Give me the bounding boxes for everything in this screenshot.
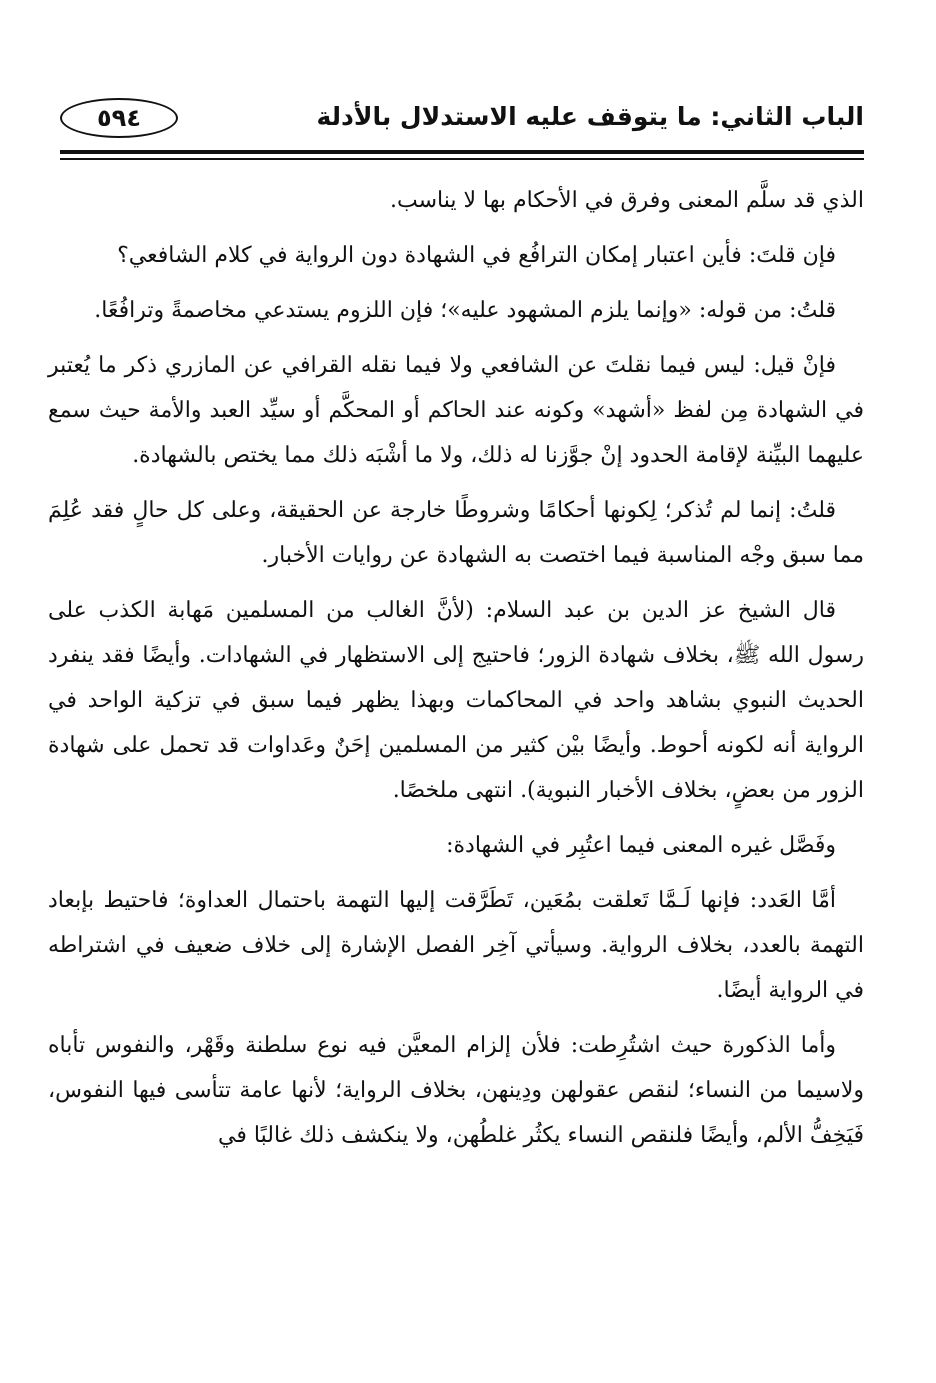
header-rule-thick — [60, 150, 864, 154]
page-number-badge — [60, 98, 178, 138]
chapter-title: الباب الثاني: ما يتوقف عليه الاستدلال بالأدلة — [316, 102, 864, 131]
running-header — [60, 98, 864, 150]
body-text — [48, 178, 864, 1168]
paragraph-8: أمَّا العَدد: فإنها لَـمَّا تَعلقت بمُعَين، تَطَرَّقت إليها التهمة باحتمال العداوة؛ فاحتيط بإبعاد التهمة بالعدد، بخلاف الرواية. وسيأتي آخِر الفصل الإشارة إلى خلاف ضعيف في اشتراطه في الرواية أيضًا. — [48, 888, 864, 1003]
paragraph-3: قلتُ: من قوله: «وإنما يلزم المشهود عليه»؛ فإن اللزوم يستدعي مخاصمةً وترافُعًا. — [94, 298, 836, 323]
paragraph-6: قال الشيخ عز الدين بن عبد السلام: (لأنَّ الغالب من المسلمين مَهابة الكذب على رسول الله ﷺ، بخلاف شهادة الزور؛ فاحتيج إلى الاستظهار في الشهادات. وأيضًا فقد ينفرد الحديث النبوي بشاهد واحد في المحاكمات وبهذا يظهر فيما سبق في تزكية الواحد في الرواية أنه لكونه أحوط. وأيضًا بيْن كثير من المسلمين إحَنٌ وعَداوات قد تحمل على شهادة الزور من بعضٍ، بخلاف الأخبار النبوية). انتهى ملخصًا. — [48, 598, 864, 803]
paragraph-9: وأما الذكورة حيث اشتُرِطت: فلأن إلزام المعيَّن فيه نوع سلطنة وقَهْر، والنفوس تأباه ولاسيما من النساء؛ لنقص عقولهن ودِينهن، بخلاف الرواية؛ لأنها عامة تتأسى فيها النفوس، فَيَخِفُّ الألم، وأيضًا فلنقص النساء يكثُر غلطُهن، ولا ينكشف ذلك غالبًا في — [48, 1033, 864, 1148]
paragraph-1: الذي قد سلَّم المعنى وفرق في الأحكام بها لا يناسب. — [389, 188, 864, 213]
paragraph-2: فإن قلتَ: فأين اعتبار إمكان الترافُع في الشهادة دون الرواية في كلام الشافعي؟ — [117, 243, 836, 268]
page-number: ٥٩٤ — [97, 104, 141, 132]
header-rule-thin — [60, 158, 864, 160]
paragraph-4: فإنْ قيل: ليس فيما نقلتَ عن الشافعي ولا فيما نقله القرافي عن المازري ذكر ما يُعتبر في الشهادة مِن لفظ «أشهد» وكونه عند الحاكم أو المحكَّم أو سيِّد العبد والأمة حيث سمع عليهما البيِّنة لإقامة الحدود إنْ جوَّزنا له ذلك، ولا ما أشْبَه ذلك مما يختص بالشهادة. — [48, 353, 864, 468]
paragraph-5: قلتُ: إنما لم تُذكر؛ لِكونها أحكامًا وشروطًا خارجة عن الحقيقة، وعلى كل حالٍ فقد عُلِمَ مما سبق وجْه المناسبة فيما اختصت به الشهادة عن روايات الأخبار. — [48, 498, 864, 568]
paragraph-7: وفَصَّل غيره المعنى فيما اعتُبِر في الشهادة: — [446, 833, 836, 858]
